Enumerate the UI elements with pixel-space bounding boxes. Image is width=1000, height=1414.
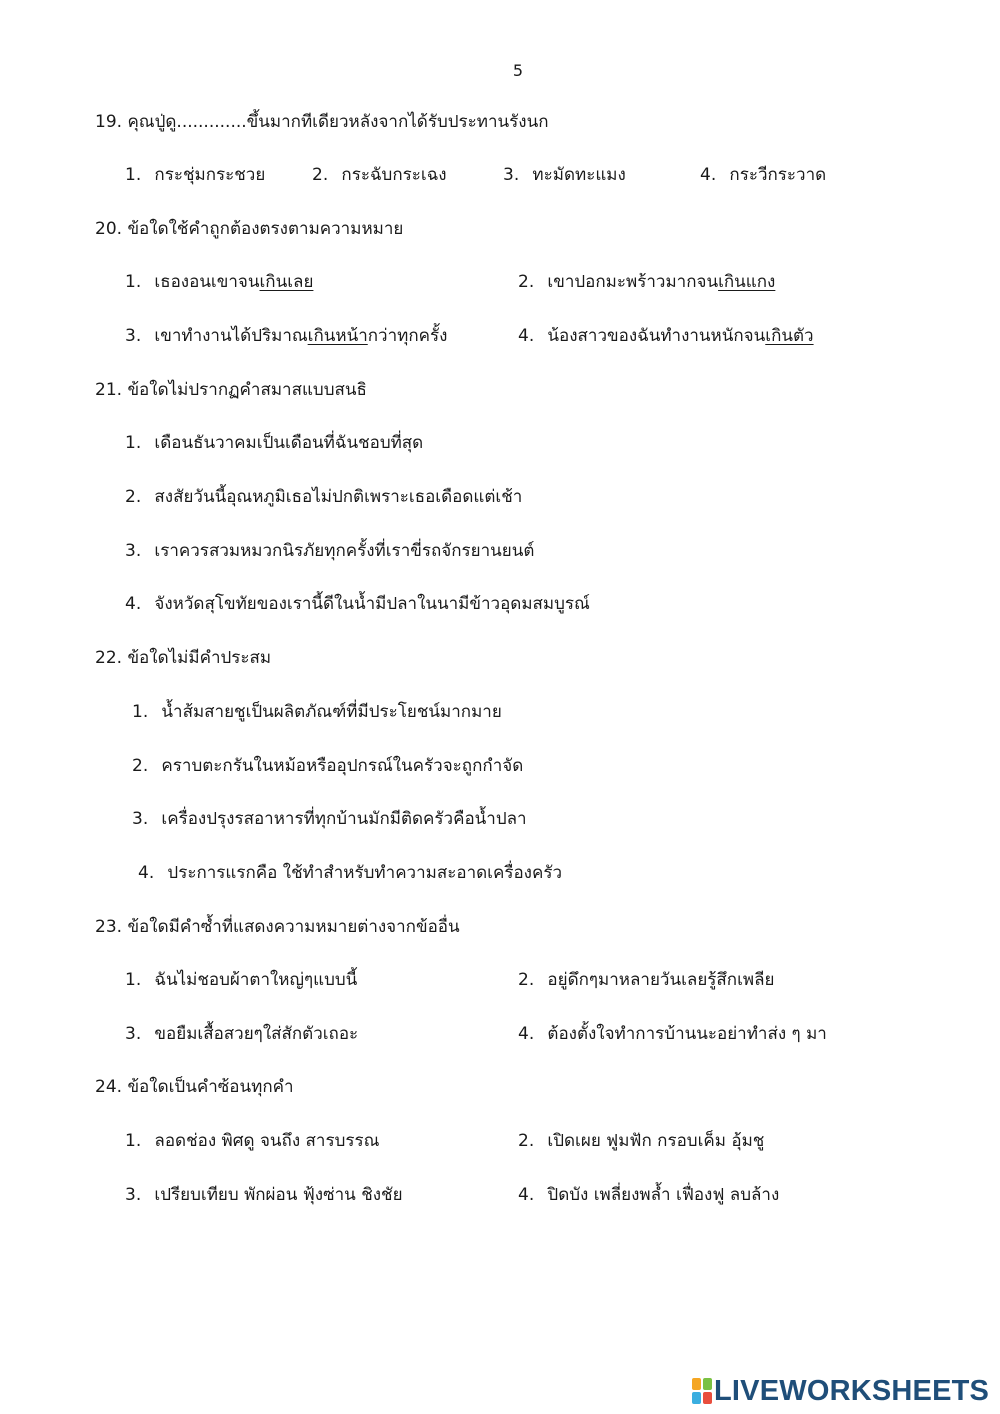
option-number: 2. [518,272,535,292]
question-19-option-3[interactable] [503,163,626,187]
question-22-option-3[interactable] [132,807,527,831]
option-text: น้องสาวของฉันทำงานหนักจน [547,326,766,346]
question-24-option-3[interactable] [125,1183,403,1207]
option-number: 3. [125,541,142,561]
option-number: 4. [518,326,535,346]
option-text: กระฉับกระเฉง [341,165,447,185]
question-19-option-1[interactable] [125,163,265,187]
question-23-stem: 23. ข้อใดมีคำซ้ำที่แสดงความหมายต่างจากข้ออื่น [95,917,460,937]
question-24-option-2[interactable] [518,1129,764,1153]
option-number: 4. [518,1024,535,1044]
question-20-option-3[interactable] [125,324,447,348]
option-text-tail: กว่าทุกครั้ง [367,326,448,346]
option-number: 1. [132,702,149,722]
option-text: เปิดเผย ฟูมฟัก กรอบเค็ม อุ้มชู [547,1131,765,1151]
option-number: 4. [138,863,155,883]
option-number: 2. [312,165,329,185]
question-20-option-1[interactable] [125,270,313,294]
question-21-option-3[interactable] [125,539,534,563]
logo-square-icon [692,1392,701,1404]
question-24-option-4[interactable] [518,1183,779,1207]
option-text: กระชุ่มกระชวย [154,165,266,185]
question-24-option-1[interactable] [125,1129,379,1153]
question-20-option-4[interactable] [518,324,814,348]
option-number: 3. [132,809,149,829]
question-23-option-1[interactable] [125,968,357,992]
question-22-option-1[interactable] [132,700,502,724]
logo-square-icon [703,1392,712,1404]
option-number: 2. [518,1131,535,1151]
option-text: เดือนธันวาคมเป็นเดือนที่ฉันชอบที่สุด [154,433,424,453]
option-text: จังหวัดสุโขทัยของเรานี้ดีในน้ำมีปลาในนามีข้าวอุดมสมบูรณ์ [154,594,590,614]
option-number: 1. [125,272,142,292]
underlined-word: เกินหน้า [307,326,368,346]
option-number: 3. [125,1185,142,1205]
logo-square-icon [703,1378,712,1390]
option-text: ปิดบัง เพลี่ยงพล้ำ เฟื่องฟู ลบล้าง [547,1185,780,1205]
question-20-stem: 20. ข้อใดใช้คำถูกต้องตรงตามความหมาย [95,219,404,239]
option-text: กระวีกระวาด [729,165,827,185]
option-number: 1. [125,433,142,453]
question-21-stem: 21. ข้อใดไม่ปรากฏคำสมาสแบบสนธิ [95,380,367,400]
option-text: คราบตะกรันในหม้อหรืออุปกรณ์ในครัวจะถูกกำจัด [161,756,524,776]
option-text: เครื่องปรุงรสอาหารที่ทุกบ้านมักมีติดครัวคือน้ำปลา [161,809,527,829]
option-text: ต้องตั้งใจทำการบ้านนะอย่าทำส่ง ๆ มา [547,1024,827,1044]
question-22-option-4[interactable] [138,861,562,885]
page-number: 5 [512,61,524,80]
question-20-option-2[interactable] [518,270,775,294]
question-21-option-1[interactable] [125,431,423,455]
option-number: 2. [125,487,142,507]
option-text: ทะมัดทะแมง [532,165,626,185]
option-text: เราควรสวมหมวกนิรภัยทุกครั้งที่เราขี่รถจักรยานยนต์ [154,541,535,561]
liveworksheets-logo[interactable] [692,1374,989,1408]
option-text: ประการแรกคือ ใช้ทำสำหรับทำความสะอาดเครื่องครัว [167,863,563,883]
question-19-stem: 19. คุณปู่ดู.............ขึ้นมากทีเดียวหลังจากได้รับประทานรังนก [95,112,549,132]
underlined-word: เกินเลย [259,272,314,292]
option-number: 4. [518,1185,535,1205]
option-text: อยู่ดึกๆมาหลายวันเลยรู้สึกเพลีย [547,970,775,990]
question-23-option-3[interactable] [125,1022,358,1046]
option-number: 3. [503,165,520,185]
option-text: น้ำส้มสายชูเป็นผลิตภัณฑ์ที่มีประโยชน์มากมาย [161,702,502,722]
option-text: สงสัยวันนี้อุณหภูมิเธอไม่ปกติเพราะเธอเดือดแต่เช้า [154,487,523,507]
question-21-option-2[interactable] [125,485,522,509]
question-22-stem: 22. ข้อใดไม่มีคำประสม [95,648,272,668]
question-21-option-4[interactable] [125,592,590,616]
option-number: 1. [125,1131,142,1151]
option-text: เธองอนเขาจน [154,272,260,292]
liveworksheets-logo-icon [692,1378,712,1404]
option-number: 2. [518,970,535,990]
option-number: 1. [125,165,142,185]
option-number: 4. [700,165,717,185]
logo-text: LIVEWORKSHEETS [714,1374,990,1407]
option-number: 3. [125,1024,142,1044]
option-number: 1. [125,970,142,990]
question-24-stem: 24. ข้อใดเป็นคำซ้อนทุกคำ [95,1077,294,1097]
question-23-option-4[interactable] [518,1022,827,1046]
option-text: เปรียบเทียบ พักผ่อน ฟุ้งซ่าน ชิงชัย [154,1185,403,1205]
option-number: 2. [132,756,149,776]
question-19-option-4[interactable] [700,163,826,187]
option-text: เขาปอกมะพร้าวมากจน [547,272,719,292]
underlined-word: เกินตัว [765,326,814,346]
option-text: ขอยืมเสื้อสวยๆใส่สักตัวเถอะ [154,1024,359,1044]
logo-square-icon [692,1378,701,1390]
question-22-option-2[interactable] [132,754,523,778]
option-text: เขาทำงานได้ปริมาณ [154,326,308,346]
option-text: ลอดช่อง พิศดู จนถึง สารบรรณ [154,1131,380,1151]
option-number: 4. [125,594,142,614]
option-text: ฉันไม่ชอบผ้าตาใหญ่ๆแบบนี้ [154,970,358,990]
question-23-option-2[interactable] [518,968,774,992]
underlined-word: เกินแกง [718,272,776,292]
option-number: 3. [125,326,142,346]
question-19-option-2[interactable] [312,163,447,187]
